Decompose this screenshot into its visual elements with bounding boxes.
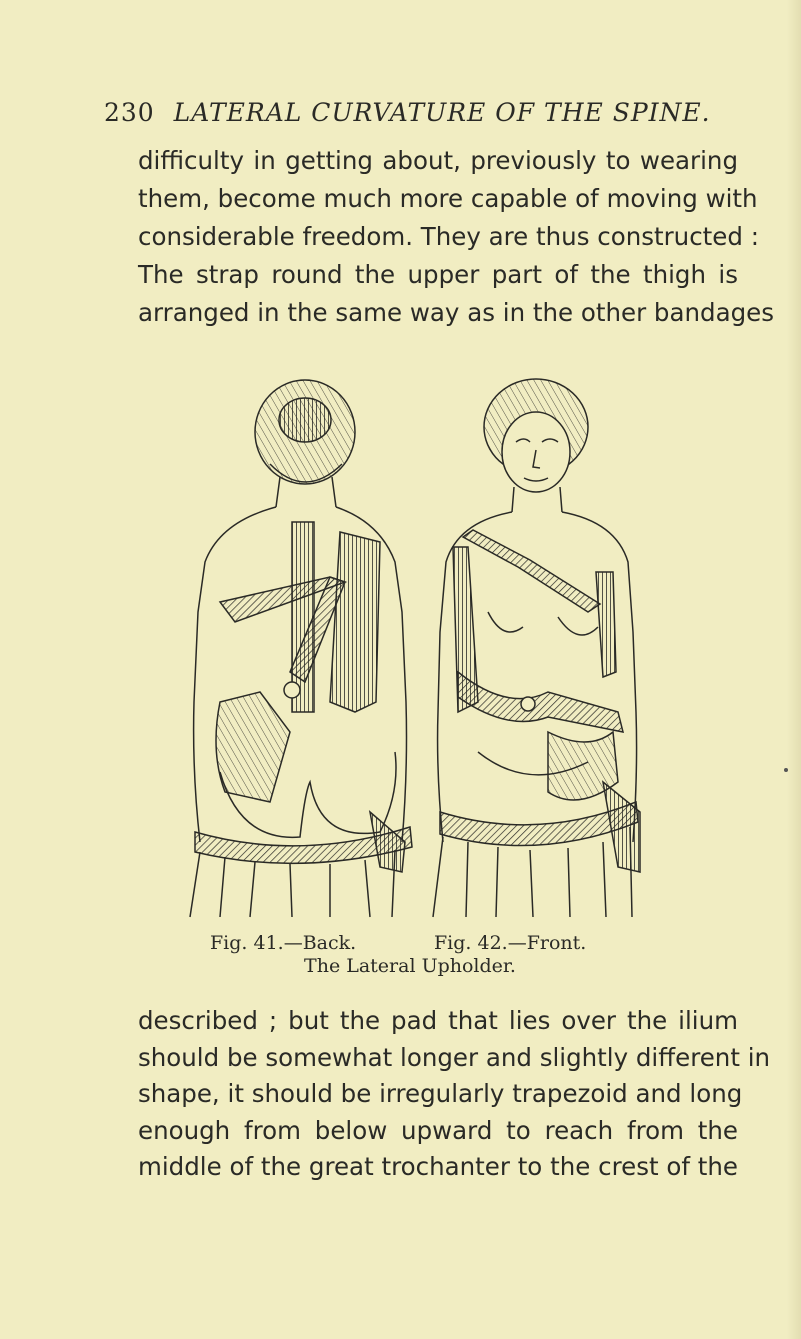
figure-subcaption: The Lateral Upholder. — [304, 955, 516, 977]
paragraph-bottom — [138, 1003, 771, 1186]
running-header — [104, 98, 711, 127]
text-line: them, become much more capable of moving with — [138, 184, 758, 213]
fig41-caption: Fig. 41.—Back. — [210, 932, 357, 954]
text-line: shape, it should be irregularly trapezoid and long — [138, 1079, 743, 1108]
fig42-caption: Fig. 42.—Front. — [434, 932, 587, 954]
text-line: described ; but the pad that lies over the ilium — [138, 1006, 738, 1035]
paragraph-top — [138, 142, 774, 332]
text-line: should be somewhat longer and slightly different in — [138, 1042, 771, 1072]
text-line: considerable freedom. They are thus constructed : — [138, 222, 759, 251]
figure-lateral-upholder — [180, 372, 650, 932]
back-view-torso-illustration — [190, 380, 412, 917]
text-line: middle of the great trochanter to the crest of the — [138, 1152, 738, 1181]
front-view-torso-illustration — [433, 379, 640, 917]
text-line: The strap round the upper part of the thigh is — [138, 260, 738, 289]
text-line: arranged in the same way as in the other bandages — [138, 298, 774, 327]
text-line: difficulty in getting about, previously to wearing — [138, 146, 738, 175]
running-title: LATERAL CURVATURE OF THE SPINE. — [173, 98, 711, 127]
text-line: enough from below upward to reach from the — [138, 1115, 738, 1145]
page-edge-shadow — [787, 0, 801, 1339]
page-number: 230 — [104, 98, 155, 127]
paper-speck — [784, 768, 788, 772]
